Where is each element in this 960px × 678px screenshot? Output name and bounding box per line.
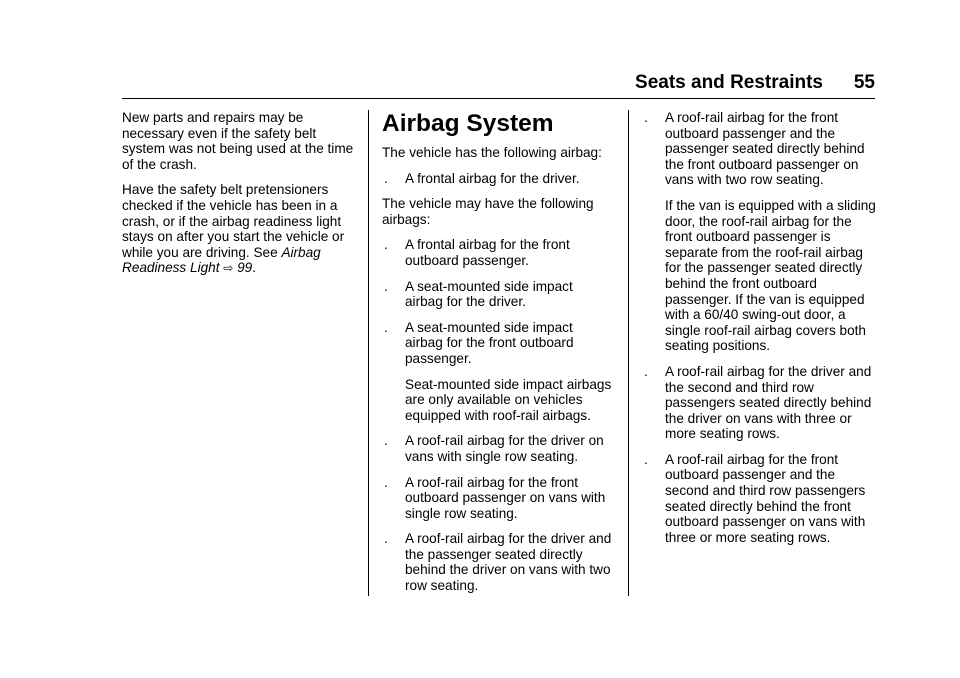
cross-reference-link[interactable]: Airbag Readiness Light [122,244,321,276]
column-left [122,110,358,287]
paragraph: New parts and repairs may be necessary even if the safety belt system was not being used at the time of the crash. [122,110,354,172]
bullet-list [382,237,614,593]
list-item [382,237,614,268]
section-title: Airbag System [382,110,554,137]
list-item-text: A roof-rail airbag for the front outboard passenger and the passenger seated directly behind the front outboard passenger on vans with two row seating. [665,110,865,188]
page-header [122,70,875,96]
list-item-text: A roof-rail airbag for the driver on vans with single row seating. [405,433,604,464]
chapter-title: Seats and Restraints [635,72,823,93]
bullet-icon: . [384,278,388,294]
bullet-icon: . [384,474,388,490]
column-right [642,110,878,555]
page-reference-icon: ⇨ [223,261,234,276]
page-number: 55 [853,72,875,93]
paragraph: The vehicle has the following airbag: [382,145,602,160]
list-item-text: A roof-rail airbag for the driver and the passenger seated directly behind the driver on vans with two row seating. [405,531,612,594]
list-item [382,279,614,310]
column-divider [368,110,369,596]
list-item [382,433,614,464]
bullet-icon: . [384,237,388,253]
bullet-icon: . [384,531,388,547]
list-item [642,364,878,442]
column-middle [382,110,614,604]
bullet-icon: . [384,319,388,335]
list-item [642,110,878,354]
list-item-text: A roof-rail airbag for the front outboard passenger on vans with single row seating. [405,474,606,521]
list-item-note: If the van is equipped with a sliding door, the roof-rail airbag for the front outboard passenger is separate from the roof-rail airbag for the passenger seated directly behind the front outboard passenger. If the van is equipped with a 60/40 swing-out door, a single roof-rail airbag covers both seating positions. [665,197,876,354]
paragraph-end: . [252,260,257,276]
column-divider [628,110,629,596]
list-item-text: A seat-mounted side impact airbag for the front outboard passenger. [405,319,574,366]
bullet-list [382,171,614,187]
list-item-text: A seat-mounted side impact airbag for the driver. [405,278,573,310]
bullet-icon: . [384,433,388,449]
paragraph-text: Have the safety belt pretensioners checked if the vehicle has been in a crash, or if the airbag readiness light stays on after you start the vehicle or while you are driving. See [122,182,345,260]
paragraph: The vehicle may have the following airbags: [382,196,594,227]
list-item [382,171,614,187]
bullet-icon: . [384,170,388,186]
bullet-icon: . [644,110,648,125]
header-rule [122,98,875,99]
list-item-text: A roof-rail airbag for the driver and the second and third row passengers seated directly behind the driver on vans with three or more seating rows. [665,363,872,442]
bullet-icon: . [644,451,648,467]
list-item-text: A roof-rail airbag for the front outboard passenger and the second and third row passengers seated directly behind the front outboard passenger on vans with three or more seating rows. [665,451,866,545]
paragraph [122,182,358,277]
list-item [382,475,614,522]
list-item [382,320,614,424]
list-item [382,531,614,593]
bullet-icon: . [644,363,648,379]
cross-reference-page[interactable]: 99 [237,260,253,276]
list-item [642,452,878,546]
list-item-text: A frontal airbag for the front outboard passenger. [405,237,570,268]
list-item-note: Seat-mounted side impact airbags are only available on vehicles equipped with roof-rail airbags. [405,376,612,423]
bullet-list [642,110,878,545]
list-item-text: A frontal airbag for the driver. [405,170,580,186]
